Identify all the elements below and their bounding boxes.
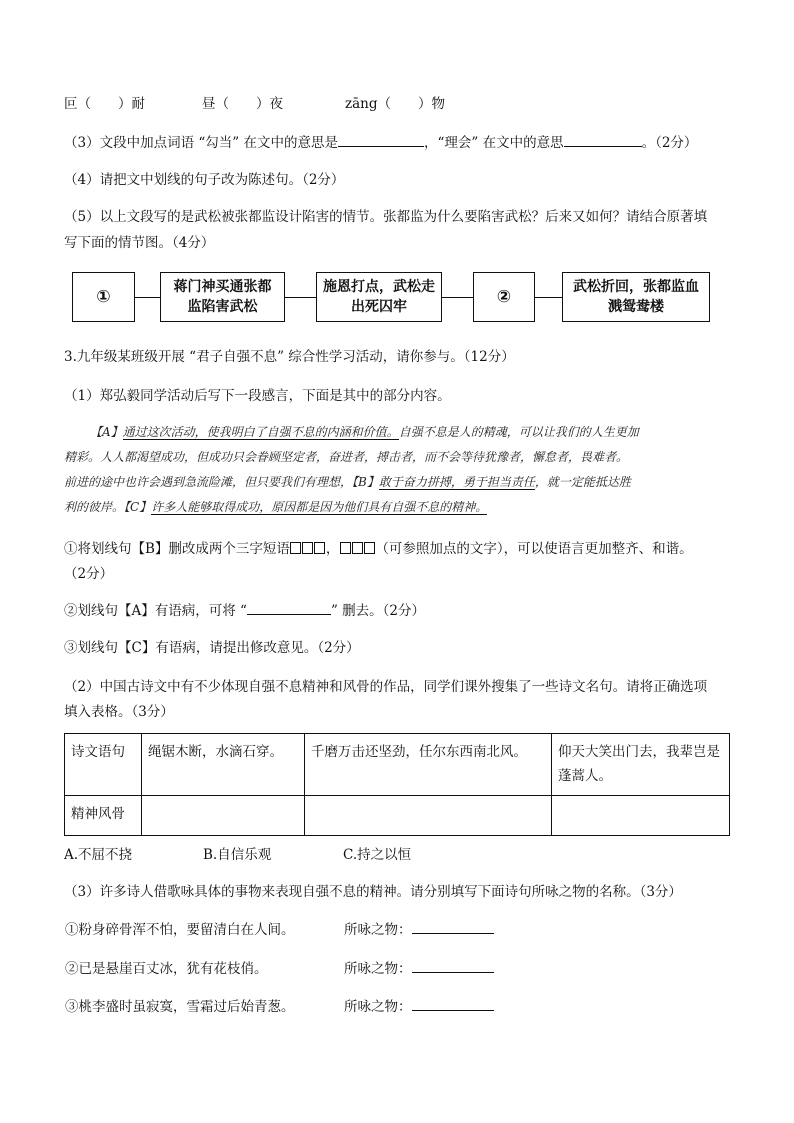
passage-line-4: 利的彼岸。【C】许多人能够取得成功，原因都是因为他们具有自强不息的精神。 <box>64 500 488 514</box>
pinyin-item-2: 昼（ ）夜 <box>202 96 283 112</box>
answer-cell[interactable] <box>305 796 552 836</box>
flow-connector <box>535 297 562 298</box>
flow-box-3: 施恩打点，武松走 出死囚牢 <box>316 272 442 322</box>
poem-item: ③桃李盛时虽寂寞，雪霜过后始青葱。 所咏之物： <box>65 995 295 1015</box>
section-3-title: 3.九年级某班级开展 “君子自强不息” 综合性学习活动，请你参与。（12分） <box>64 349 515 365</box>
passage-line-2: 精彩。人人都渴望成功，但成功只会眷顾坚定者，奋进者，搏击者，而不会等待犹豫者，懈怠者，畏难者。 <box>64 450 629 464</box>
table-row-label: 精神风骨 <box>65 796 142 836</box>
flow-connector <box>285 297 316 298</box>
option-c: C.持之以恒 <box>343 847 412 863</box>
question-4: （4）请把文中划线的句子改为陈述句。（2分） <box>64 172 345 188</box>
passage-line-3: 前进的途中也许会遇到急流险滩，但只要我们有理想，【B】敢于奋力拼搏，勇于担当责任，就一定能抵达胜 <box>64 475 631 489</box>
answer-blank[interactable] <box>247 600 331 615</box>
flow-connector <box>442 297 473 298</box>
sub-question-1-line-1: ①将划线句【B】删改成两个三字短语 ， （可参照加点的文字），可以使语言更加整齐、和谐。 <box>64 541 693 557</box>
passage-line-1: 【A】通过这次活动，使我明白了自强不息的内涵和价值。自强不息是人的精魂，可以让我们的人生更加 <box>90 425 639 439</box>
pinyin-item-3: zāng（ ）物 <box>345 96 445 112</box>
flow-box-5: 武松折回，张都监血 溅鸳鸯楼 <box>562 272 710 322</box>
table-cell: 仰天大笑出门去，我辈岂是 蓬蒿人。 <box>552 734 730 796</box>
poem-item: ②已是悬崖百丈冰，犹有花枝俏。 所咏之物： <box>65 957 268 977</box>
option-b: B.自信乐观 <box>203 847 272 863</box>
pinyin-row <box>64 92 145 112</box>
answer-blank[interactable] <box>412 919 494 934</box>
question-5-line-1: （5）以上文段写的是武松被张都监设计陷害的情节。张都监为什么要陷害武松？后来又如何？请结合原著填 <box>64 209 708 225</box>
table-row-label: 诗文语句 <box>65 734 142 796</box>
answer-blank[interactable] <box>338 132 424 147</box>
sub-question-3: ③划线句【C】有语病，请提出修改意见。（2分） <box>64 640 360 656</box>
flow-box-4[interactable]: ② <box>473 272 535 322</box>
answer-blank[interactable] <box>564 132 642 147</box>
q3-text-1: （3）文段中加点词语 “勾当” 在文中的意思是 <box>64 135 338 151</box>
pinyin-item-1: 叵（ ）耐 <box>64 96 145 112</box>
question-3-meaning <box>64 131 697 151</box>
table-cell: 千磨万击还坚劲，任尔东西南北风。 <box>305 734 552 796</box>
section-3-sub-2-line-1: （2）中国古诗文中有不少体现自强不息精神和风骨的作品，同学们课外搜集了一些诗文名句。请将正确选项 <box>64 679 708 695</box>
answer-cell[interactable] <box>142 796 305 836</box>
q3-text-2: ，“理会” 在文中的意思 <box>423 135 564 151</box>
section-3-sub-3: （3）许多诗人借歌咏具体的事物来表现自强不息的精神。请分别填写下面诗句所咏之物的名称。（3分） <box>64 884 682 900</box>
table-cell: 绳锯木断，水滴石穿。 <box>142 734 305 796</box>
answer-blank[interactable] <box>412 996 494 1011</box>
option-a: A.不屈不挠 <box>64 847 133 863</box>
flow-box-2: 蒋门神买通张都 监陷害武松 <box>160 272 285 322</box>
poem-item: ①粉身碎骨浑不怕，要留清白在人间。 所咏之物： <box>65 918 295 938</box>
sub-question-2: ②划线句【A】有语病，可将 “ ” 删去。（2分） <box>64 599 425 619</box>
sub-question-1-line-2: （2分） <box>64 566 114 582</box>
pinyin-item-3-wrap <box>345 92 445 112</box>
question-5-line-2: 写下面的情节图。（4分） <box>64 235 215 251</box>
answer-blank[interactable] <box>412 958 494 973</box>
pinyin-item-2-wrap <box>202 92 283 112</box>
q3-text-3: 。（2分） <box>641 135 698 151</box>
section-3-sub-1: （1）郑弘毅同学活动后写下一段感言，下面是其中的部分内容。 <box>64 388 451 404</box>
section-3-sub-2-line-2: 填入表格。（3分） <box>64 704 174 720</box>
answer-cell[interactable] <box>552 796 730 836</box>
flow-box-1[interactable]: ① <box>72 272 135 322</box>
flow-connector <box>135 297 160 298</box>
poem-table <box>64 733 730 836</box>
